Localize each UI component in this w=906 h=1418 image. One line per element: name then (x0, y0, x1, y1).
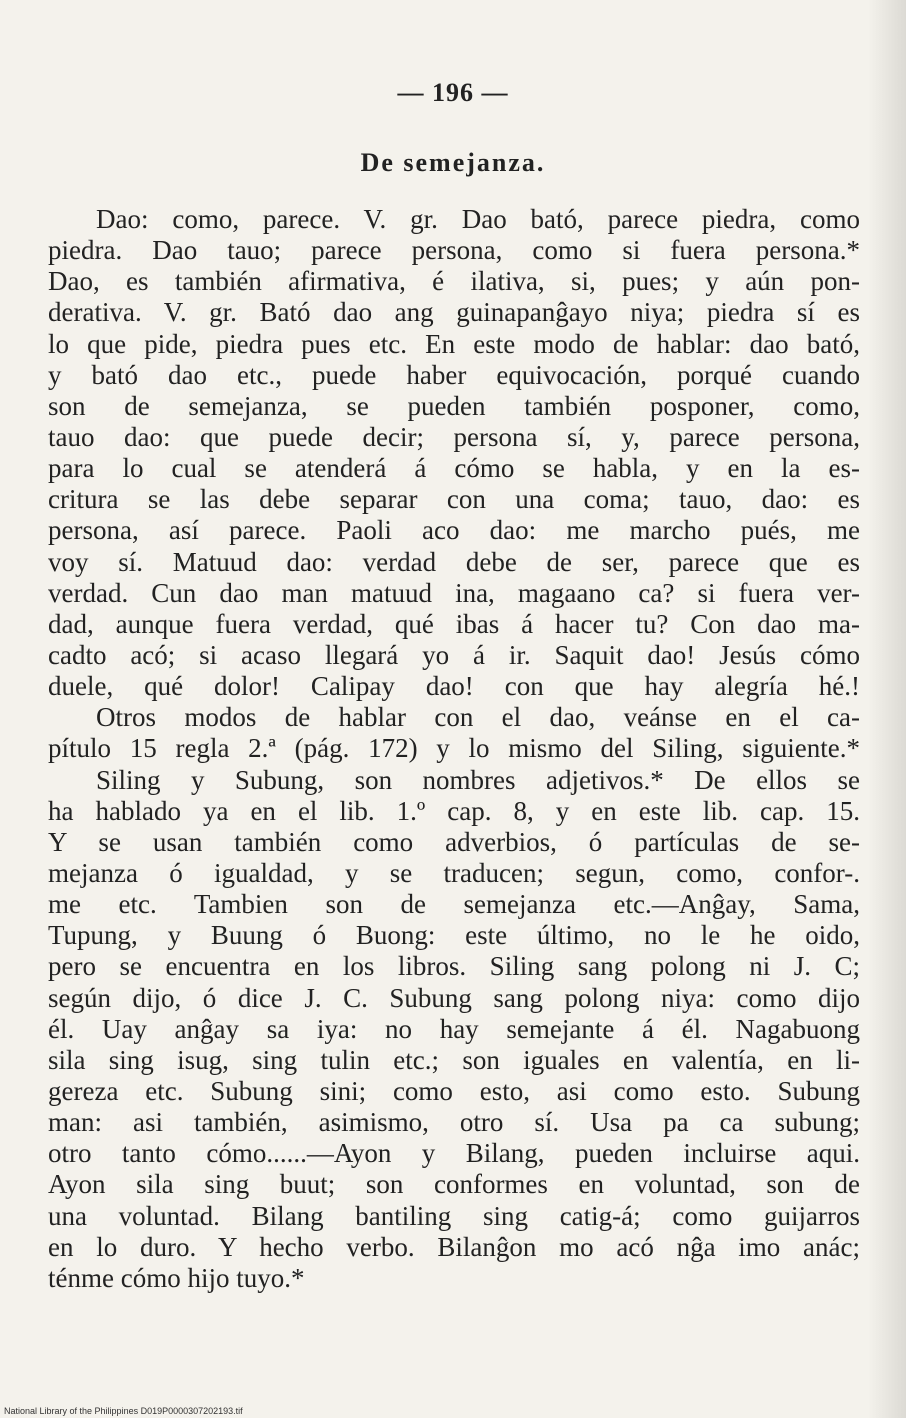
text-line: Siling y Subung, son nombres adjetivos.* De ellos se (96, 764, 860, 795)
text-line: Y se usan también como adverbios, ó partículas de se- (48, 826, 860, 857)
text-line: mejanza ó igualdad, y se traducen; segun, como, confor-. (48, 857, 860, 888)
text-line: piedra. Dao tauo; parece persona, como si fuera persona.* (48, 235, 860, 266)
text-line: según dijo, ó dice J. C. Subung sang polong niya: como dijo (48, 982, 860, 1013)
text-line: dad, aunque fuera verdad, qué ibas á hacer tu? Con dao ma- (48, 608, 860, 639)
text-line: Dao: como, parece. V. gr. Dao bató, parece piedra, como (96, 204, 860, 234)
body-text (48, 204, 860, 1294)
text-line: él. Uay anĝay sa iya: no hay semejante á él. Nagabuong (48, 1013, 860, 1044)
text-line: gereza etc. Subung sini; como esto, asi como esto. Subung (48, 1075, 860, 1106)
text-line: y bató dao etc., puede haber equivocación, porqué cuando (48, 359, 860, 390)
text-line: cadto acó; si acaso llegará yo á ir. Saquit dao! Jesús cómo (48, 639, 860, 670)
text-line: verdad. Cun dao man matuud ina, magaano ca? si fuera ver- (48, 577, 860, 608)
text-line: Tupung, y Buung ó Buong: este último, no le he oido, (48, 920, 860, 951)
text-line: pero se encuentra en los libros. Siling sang polong ni J. C; (48, 951, 860, 982)
section-title: De semejanza. (360, 148, 546, 177)
text-line: voy sí. Matuud dao: verdad debe de ser, parece que es (48, 546, 860, 577)
text-line: pítulo 15 regla 2.ª (pág. 172) y lo mismo del Siling, siguiente.* (48, 733, 860, 764)
text-line: sila sing isug, sing tulin etc.; son iguales en valentía, en li- (48, 1044, 860, 1075)
text-line: Otros modos de hablar con el dao, veánse en el ca- (96, 702, 860, 733)
text-line: derativa. V. gr. Bató dao ang guinapanĝayo niya; piedra sí es (48, 297, 860, 328)
text-line: ténme cómo hijo tuyo.* (48, 1262, 305, 1293)
text-line: me etc. Tambien son de semejanza etc.—Anĝay, Sama, (48, 889, 860, 920)
page-edge-shadow (868, 0, 906, 1418)
text-line: son de semejanza, se pueden también posponer, como, (48, 390, 860, 421)
text-line: tauo dao: que puede decir; persona sí, y, parece persona, (48, 421, 860, 452)
text-line: para lo cual se atenderá á cómo se habla, y en la es- (48, 453, 860, 484)
text-line: Dao, es también afirmativa, é ilativa, si, pues; y aún pon- (48, 266, 860, 297)
text-line: lo que pide, piedra pues etc. En este modo de hablar: dao bató, (48, 328, 860, 359)
text-line: man: asi también, asimismo, otro sí. Usa pa ca subung; (48, 1107, 860, 1138)
text-line: duele, qué dolor! Calipay dao! con que hay alegría hé.! (48, 671, 860, 702)
text-line: en lo duro. Y hecho verbo. Bilanĝon mo acó nĝa imo anác; (48, 1231, 860, 1262)
text-line: Ayon sila sing buut; son conformes en voluntad, son de (48, 1169, 860, 1200)
page-number: — 196 — (397, 78, 509, 107)
text-line: persona, así parece. Paoli aco dao: me marcho pués, me (48, 515, 860, 546)
footer-caption: National Library of the Philippines D019P0000307202193.tif (4, 1406, 243, 1416)
text-line: otro tanto cómo......—Ayon y Bilang, pueden incluirse aqui. (48, 1138, 860, 1169)
text-line: una voluntad. Bilang bantiling sing catig-á; como guijarros (48, 1200, 860, 1231)
text-line: critura se las debe separar con una coma; tauo, dao: es (48, 484, 860, 515)
text-line: ha hablado ya en el lib. 1.º cap. 8, y en este lib. cap. 15. (48, 795, 860, 826)
